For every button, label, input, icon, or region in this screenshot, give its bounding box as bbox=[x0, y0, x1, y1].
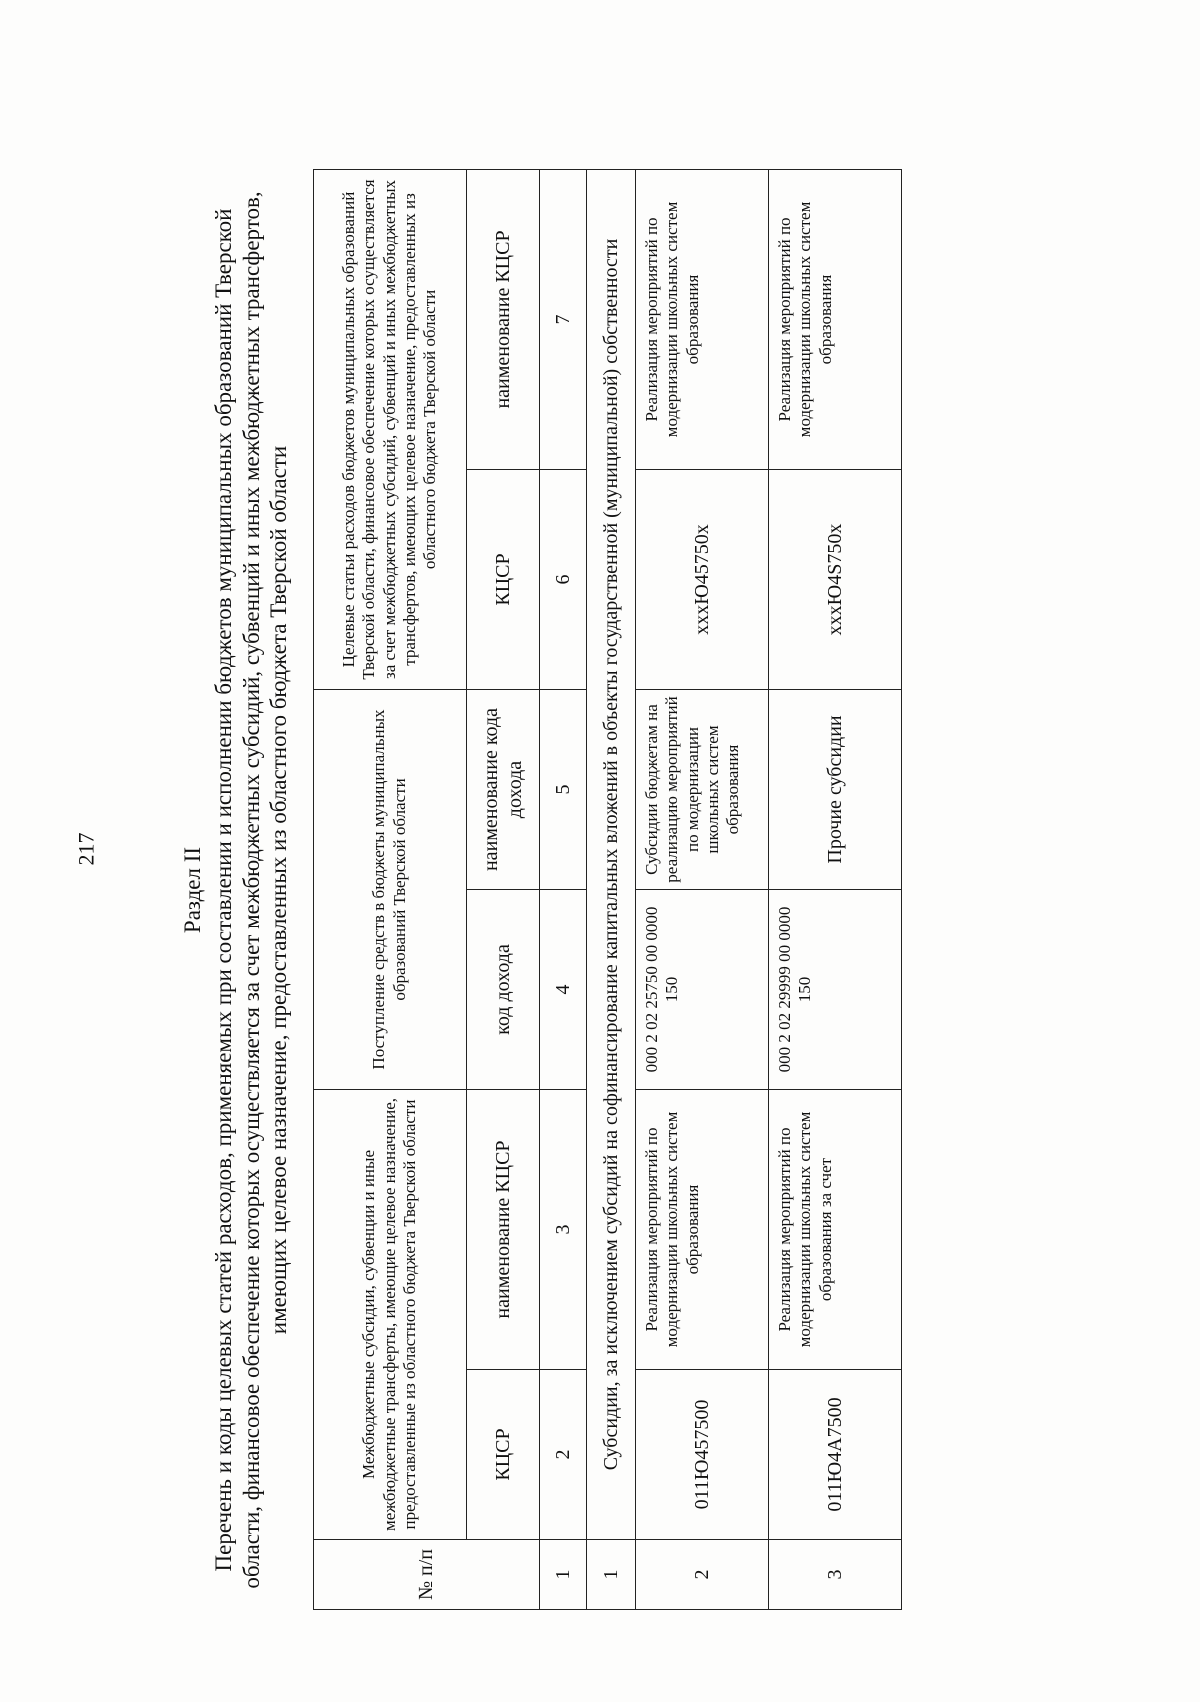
subheader-kcsr: КЦСР bbox=[466, 1370, 539, 1540]
subheader-income-name: наименование кода дохода bbox=[466, 689, 539, 889]
column-number: 5 bbox=[539, 689, 586, 889]
document-heading: Перечень и коды целевых статей расходов, применяемых при составлении и исполнении бюджетов муниципальных образований Тверской области, финансовое обеспечение которых осуществляется за счет межбюджетных субсидий, субвенций и иных межбюджетных трансфертов, имеющих целевое назначение, предоставленных из областного бюджета Тверской области bbox=[211, 191, 292, 1589]
column-number: 7 bbox=[539, 169, 586, 469]
codes-table bbox=[313, 169, 902, 1610]
header-transfers: Межбюджетные субсидии, субвенции и иные межбюджетные трансферты, имеющие целевое назначение, предоставленные из областного бюджета Тверской области bbox=[313, 1090, 466, 1540]
row-target-name: Реализация мероприятий по модернизации школьных систем образования bbox=[768, 169, 901, 469]
row-target-kcsr: xxxЮ4S750x bbox=[768, 469, 901, 689]
table-subheader-row bbox=[466, 169, 539, 1609]
header-number: № п/п bbox=[313, 1540, 539, 1610]
table-row bbox=[768, 169, 901, 1609]
section-row-number: 1 bbox=[586, 1540, 635, 1610]
subheader-target-kcsr: КЦСР bbox=[466, 469, 539, 689]
row-kcsr-name: Реализация мероприятий по модернизации школьных систем образования за счет bbox=[768, 1090, 901, 1370]
subheader-target-name: наименование КЦСР bbox=[466, 169, 539, 469]
column-number: 6 bbox=[539, 469, 586, 689]
row-number: 2 bbox=[635, 1540, 768, 1610]
row-income-code: 000 2 02 29999 00 0000 150 bbox=[768, 890, 901, 1090]
row-income-name: Прочие субсидии bbox=[768, 689, 901, 889]
page-number: 217 bbox=[73, 832, 99, 866]
column-number: 3 bbox=[539, 1090, 586, 1370]
header-income: Поступление средств в бюджеты муниципальных образований Тверской области bbox=[313, 689, 466, 1089]
column-number: 1 bbox=[539, 1540, 586, 1610]
section-title: Раздел II bbox=[180, 846, 205, 934]
rotated-page-content bbox=[180, 170, 902, 1610]
row-target-name: Реализация мероприятий по модернизации школьных систем образования bbox=[635, 169, 768, 469]
row-kcsr-name: Реализация мероприятий по модернизации школьных систем образования bbox=[635, 1090, 768, 1370]
column-number: 4 bbox=[539, 890, 586, 1090]
table-row bbox=[635, 169, 768, 1609]
table-section-row bbox=[586, 169, 635, 1609]
subheader-income-code: код дохода bbox=[466, 890, 539, 1090]
column-number: 2 bbox=[539, 1370, 586, 1540]
row-target-kcsr: xxxЮ45750x bbox=[635, 469, 768, 689]
header-targets: Целевые статьи расходов бюджетов муниципальных образований Тверской области, финансовое обеспечение которых осуществляется за счет межбюджетных субсидий, субвенций и иных межбюджетных трансфертов, имеющих целевое назначение, предоставленных из областного бюджета Тверской области bbox=[313, 169, 466, 689]
row-income-name: Субсидии бюджетам на реализацию мероприятий по модернизации школьных систем образования bbox=[635, 689, 768, 889]
subheader-kcsr-name: наименование КЦСР bbox=[466, 1090, 539, 1370]
row-number: 3 bbox=[768, 1540, 901, 1610]
table-header-row bbox=[313, 169, 466, 1609]
column-number-row bbox=[539, 169, 586, 1609]
row-kcsr: 011Ю457500 bbox=[635, 1370, 768, 1540]
row-income-code: 000 2 02 25750 00 0000 150 bbox=[635, 890, 768, 1090]
section-row-text: Субсидии, за исключением субсидий на софинансирование капитальных вложений в объекты государственной (муниципальной) собственности bbox=[586, 169, 635, 1539]
row-kcsr: 011Ю4А7500 bbox=[768, 1370, 901, 1540]
